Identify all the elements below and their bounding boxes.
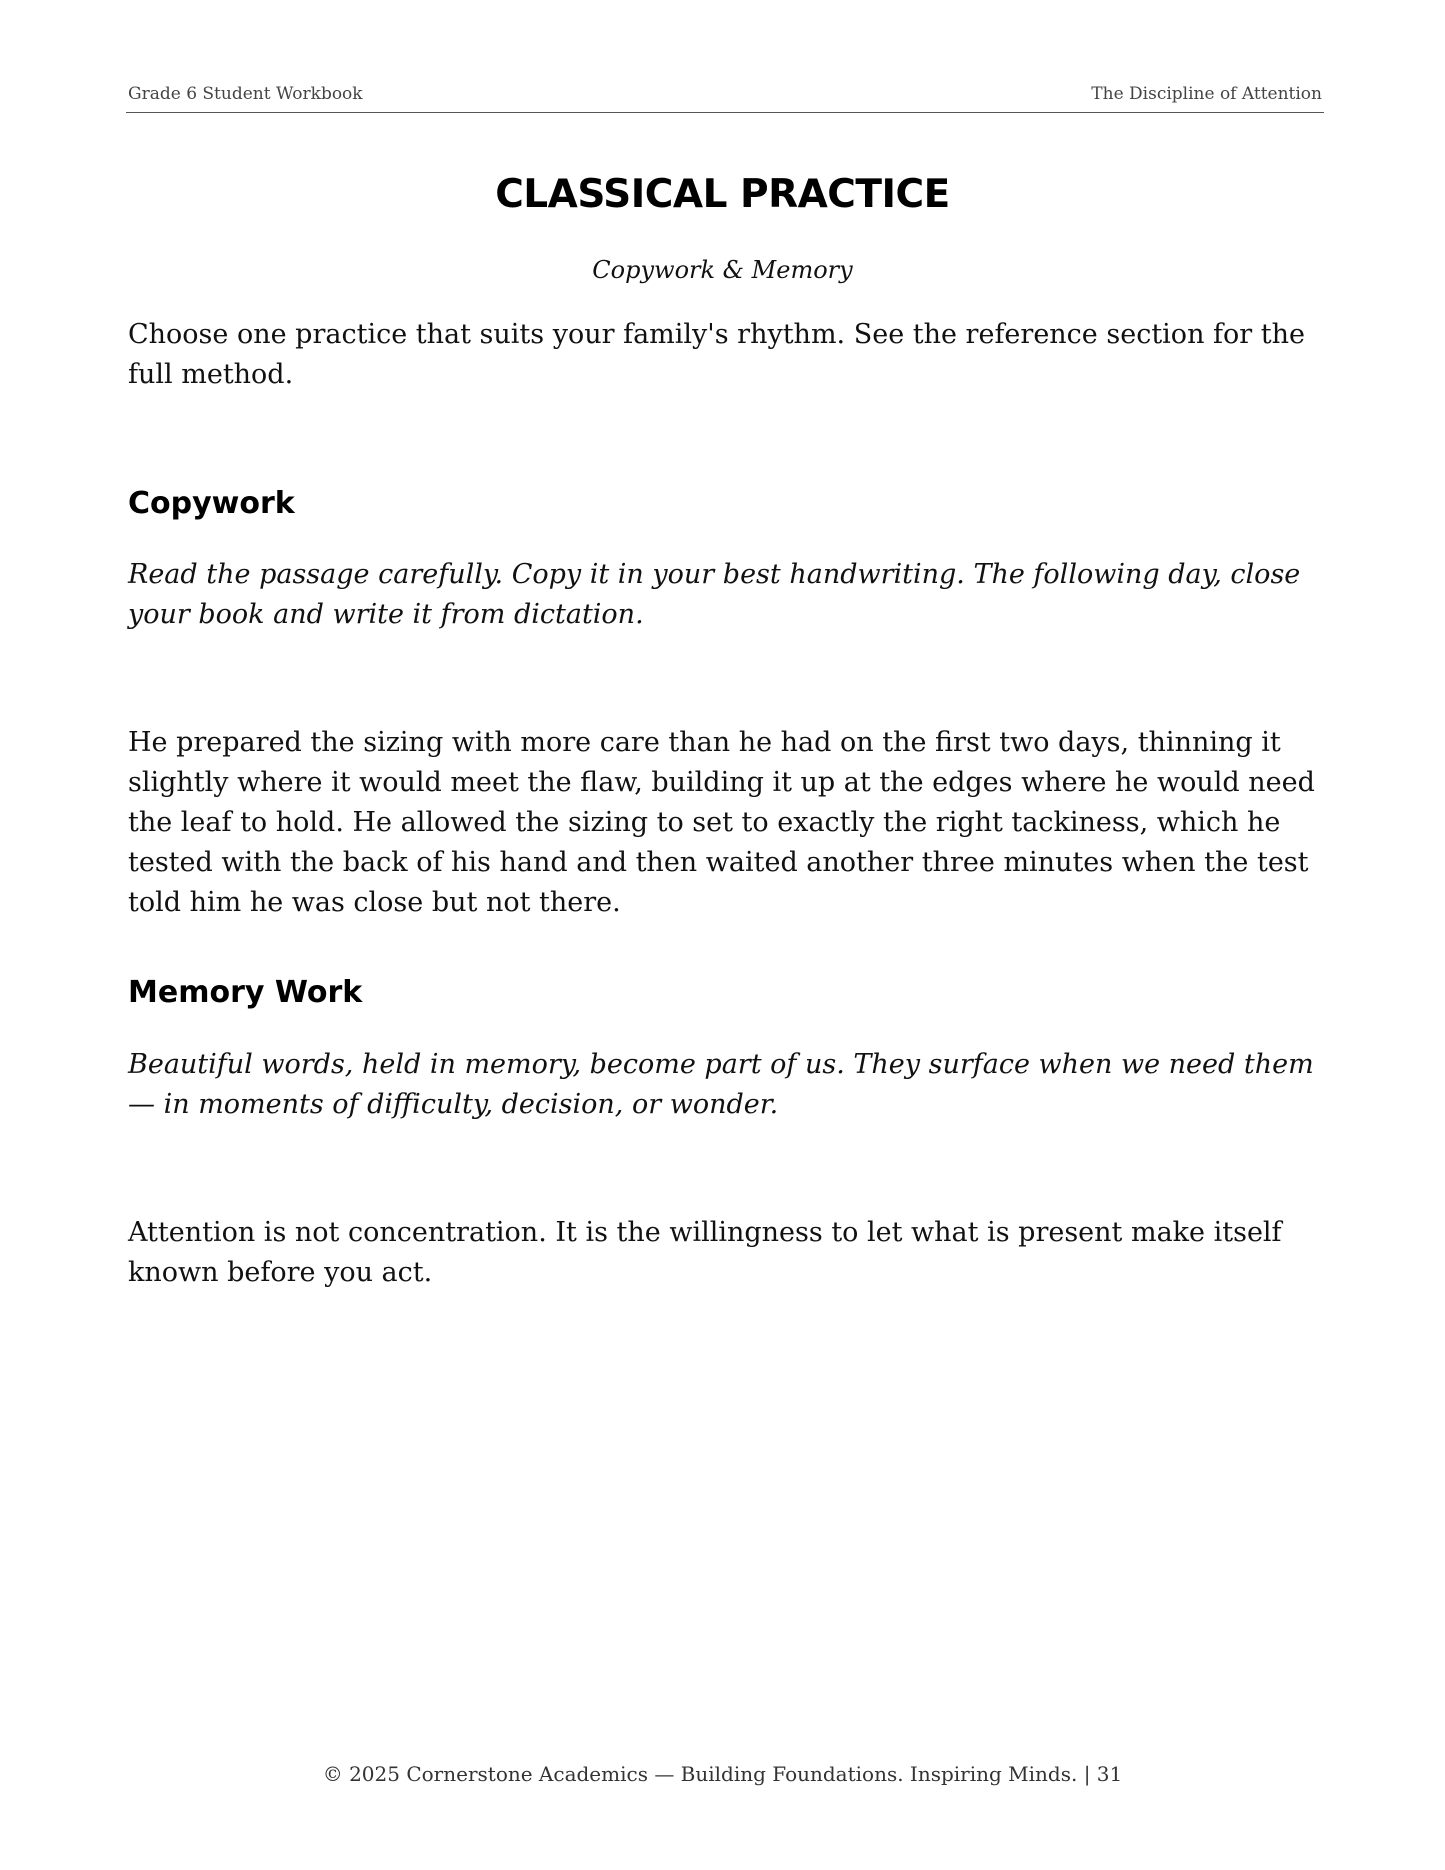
memory-work-instructions: Beautiful words, held in memory, become part of us. They surface when we need them — in moments of difficulty, decision, or wonder. — [128, 1049, 1314, 1120]
header-workbook-title: Grade 6 Student Workbook — [128, 84, 363, 104]
copywork-instructions: Read the passage carefully. Copy it in your best handwriting. The following day, close your book and write it from dictation. — [128, 559, 1301, 630]
memory-work-passage: Attention is not concentration. It is the willingness to let what is present make itself known before you act. — [128, 1217, 1282, 1288]
intro-paragraph: Choose one practice that suits your family's rhythm. See the reference section for the full method. — [128, 319, 1305, 390]
page-title: CLASSICAL PRACTICE — [495, 172, 950, 217]
page-subtitle: Copywork & Memory — [592, 256, 853, 284]
running-header — [126, 84, 1324, 113]
header-chapter-title: The Discipline of Attention — [1091, 84, 1322, 104]
copywork-passage: He prepared the sizing with more care than he had on the first two days, thinning it slightly where it would meet the flaw, building it up at the edges where he would need the leaf to hold. He allowed the sizing to set to exactly the right tackiness, which he tested with the back of his hand and then waited another three minutes when the test told him he was close but not there. — [128, 727, 1315, 918]
page-footer: © 2025 Cornerstone Academics — Building Foundations. Inspiring Minds. | 31 — [322, 1762, 1123, 1786]
memory-work-heading: Memory Work — [128, 975, 363, 1010]
copywork-heading: Copywork — [128, 486, 295, 521]
